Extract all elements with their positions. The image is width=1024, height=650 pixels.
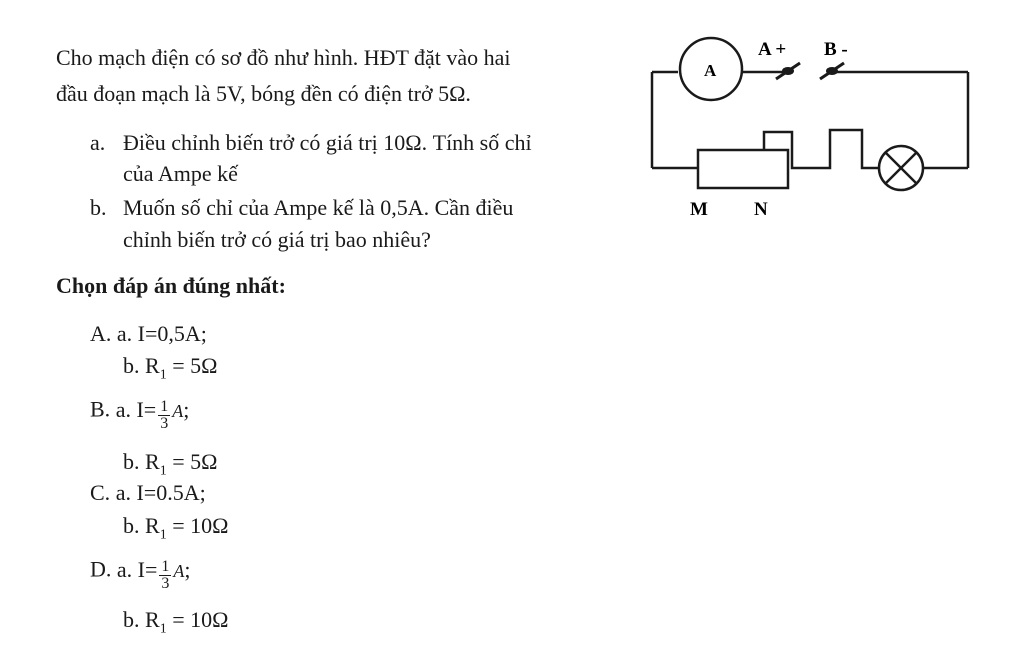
option-a[interactable] — [90, 320, 207, 348]
problem-line-2: đầu đoạn mạch là 5V, bóng đền có điện trở 5Ω. — [56, 81, 471, 106]
answer-prompt: Chọn đáp án đúng nhất: — [56, 273, 286, 298]
part-b-line-2: chỉnh biến trở có giá trị bao nhiêu? — [123, 227, 431, 252]
terminal-b-dot — [826, 67, 838, 75]
part-b-marker: b. — [90, 195, 107, 220]
option-letter: C. — [90, 480, 111, 505]
label-n: N — [754, 199, 768, 220]
option-c[interactable] — [90, 479, 206, 507]
rheostat-symbol — [698, 150, 788, 188]
part-a-line-1: Điều chỉnh biến trở có giá trị 10Ω. Tính số chỉ — [123, 130, 532, 155]
terminal-b-label: B - — [824, 39, 848, 60]
option-d-part-a: a. I= $\frac{1}{3}$ A; — [116, 556, 191, 592]
problem-line-1: Cho mạch điện có sơ đồ như hình. HĐT đặt vào hai — [56, 45, 511, 70]
option-b-part-a: a. I= $\frac{1}{3}$ A; — [115, 396, 190, 432]
circuit-diagram — [640, 30, 980, 230]
option-d-part-b: b. $R_1 = 10\Omega$ — [123, 607, 229, 637]
terminal-a-dot — [782, 67, 794, 75]
option-a-part-a: a. I=0,5A; — [116, 321, 207, 346]
option-letter: B. — [90, 396, 111, 422]
option-letter: D. — [90, 556, 112, 582]
ammeter-label: A — [704, 61, 717, 80]
label-m: M — [690, 199, 708, 220]
option-d[interactable] — [90, 555, 191, 592]
part-a-marker: a. — [90, 130, 106, 155]
part-b-line-1: Muốn số chỉ của Ampe kế là 0,5A. Cần điều — [123, 195, 514, 220]
fraction: $\frac{1}{3}$ — [161, 558, 170, 592]
part-a-line-2: của Ampe kế — [123, 161, 238, 186]
option-b-part-b: b. $R_1 = 5\Omega$ — [123, 449, 218, 479]
fraction: $\frac{1}{3}$ — [160, 398, 169, 432]
terminal-a-label: A + — [758, 39, 787, 60]
option-b[interactable] — [90, 395, 190, 432]
option-a-part-b: b. $R_1 = 5\Omega$ — [123, 353, 218, 383]
option-c-part-b: b. $R_1 = 10\Omega$ — [123, 513, 229, 543]
option-c-part-a: a. I=0.5A; — [115, 480, 206, 505]
option-letter: A. — [90, 321, 112, 346]
